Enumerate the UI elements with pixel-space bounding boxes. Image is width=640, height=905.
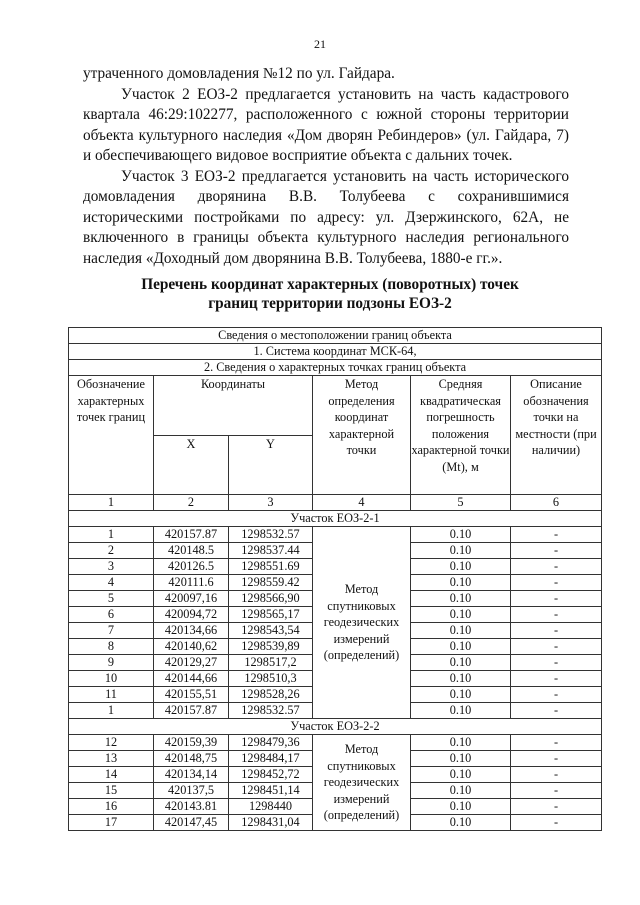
error-value: 0.10 [411,799,511,815]
point-id: 10 [69,671,154,687]
table-row [69,735,602,751]
error-value: 0.10 [411,767,511,783]
description: - [511,655,602,671]
table-caption: 1. Система координат МСК-64, [69,344,602,360]
coord-x: 420094,72 [154,607,229,623]
paragraph: Участок 3 ЕОЗ-2 предлагается установить на часть исторического домовладения дворянина В.В. Толубеева с сохранившимися историческими постройками по адресу: ул. Дзержинского, 62А, не включенного в границы объекта культурного наследия регионального наследия «Доходный дом дворянина В.В. Толубеева, 1880-е гг.». [83,167,569,267]
coord-y: 1298451,14 [229,783,313,799]
description: - [511,623,602,639]
point-id: 9 [69,655,154,671]
description: - [511,543,602,559]
header-y: Y [229,435,313,495]
method-cell: Метод спутниковых геодезических измерений (определений) [313,735,411,831]
method-cell: Метод спутниковых геодезических измерений (определений) [313,527,411,719]
col-number: 3 [229,495,313,511]
coord-y: 1298532.57 [229,703,313,719]
coord-x: 420157.87 [154,527,229,543]
error-value: 0.10 [411,783,511,799]
point-id: 14 [69,767,154,783]
error-value: 0.10 [411,815,511,831]
point-id: 6 [69,607,154,623]
coord-y: 1298566,90 [229,591,313,607]
col-number: 5 [411,495,511,511]
point-id: 7 [69,623,154,639]
coord-x: 420147,45 [154,815,229,831]
coord-y: 1298539,89 [229,639,313,655]
point-id: 4 [69,575,154,591]
header-coords: Координаты [154,376,313,436]
coord-y: 1298510,3 [229,671,313,687]
description: - [511,751,602,767]
paragraph: Участок 2 ЕОЗ-2 предлагается установить на часть кадастрового квартала 46:29:102277, расположенного с южной стороны территории объекта культурного наследия «Дом дворян Ребиндеров» (ул. Гайдара, 7) и обеспечивающего видовое восприятие объекта с дальних точек. [83,85,569,164]
coord-y: 1298565,17 [229,607,313,623]
point-id: 11 [69,687,154,703]
col-number: 6 [511,495,602,511]
coord-x: 420148,75 [154,751,229,767]
point-id: 15 [69,783,154,799]
header-method: Метод определения координат характерной точки [313,376,411,495]
description: - [511,559,602,575]
coord-y: 1298551.69 [229,559,313,575]
point-id: 16 [69,799,154,815]
error-value: 0.10 [411,639,511,655]
point-id: 3 [69,559,154,575]
coord-y: 1298537.44 [229,543,313,559]
coord-x: 420159,39 [154,735,229,751]
coord-x: 420111.6 [154,575,229,591]
coord-x: 420143.81 [154,799,229,815]
coord-x: 420140,62 [154,639,229,655]
title-line: Перечень координат характерных (поворотных) точек [141,276,519,293]
description: - [511,591,602,607]
point-id: 2 [69,543,154,559]
table-row [69,527,602,543]
body-text [83,64,569,269]
paragraph: утраченного домовладения №12 по ул. Гайдара. [83,65,395,82]
coord-x: 420137,5 [154,783,229,799]
error-value: 0.10 [411,527,511,543]
table-caption: Сведения о местоположении границ объекта [69,328,602,344]
coord-x: 420126.5 [154,559,229,575]
coord-x: 420144,66 [154,671,229,687]
description: - [511,703,602,719]
section-header: Участок ЕОЗ-2-1 [69,511,602,527]
description: - [511,767,602,783]
coord-y: 1298484,17 [229,751,313,767]
col-number: 1 [69,495,154,511]
page-number: 21 [314,37,326,51]
error-value: 0.10 [411,703,511,719]
point-id: 1 [69,703,154,719]
description: - [511,799,602,815]
header-designation: Обозначение характерных точек границ [69,376,154,495]
description: - [511,575,602,591]
section-header: Участок ЕОЗ-2-2 [69,719,602,735]
description: - [511,527,602,543]
coord-x: 420129,27 [154,655,229,671]
error-value: 0.10 [411,559,511,575]
coord-x: 420134,14 [154,767,229,783]
point-id: 17 [69,815,154,831]
error-value: 0.10 [411,607,511,623]
header-error: Средняя квадратическая погрешность положения характерной точки (Mt), м [411,376,511,495]
title-line: границ территории подзоны ЕОЗ-2 [208,295,452,312]
error-value: 0.10 [411,687,511,703]
description: - [511,639,602,655]
coord-y: 1298517,2 [229,655,313,671]
coord-y: 1298559.42 [229,575,313,591]
col-number: 4 [313,495,411,511]
coord-y: 1298440 [229,799,313,815]
coord-x: 420155,51 [154,687,229,703]
error-value: 0.10 [411,751,511,767]
point-id: 5 [69,591,154,607]
point-id: 12 [69,735,154,751]
point-id: 13 [69,751,154,767]
coord-y: 1298431,04 [229,815,313,831]
description: - [511,607,602,623]
point-id: 1 [69,527,154,543]
coord-x: 420157.87 [154,703,229,719]
coord-x: 420097,16 [154,591,229,607]
description: - [511,783,602,799]
coord-y: 1298479,36 [229,735,313,751]
error-value: 0.10 [411,655,511,671]
coord-y: 1298528,26 [229,687,313,703]
coord-x: 420148.5 [154,543,229,559]
table-title [0,275,640,313]
col-number: 2 [154,495,229,511]
header-x: X [154,435,229,495]
error-value: 0.10 [411,591,511,607]
coord-x: 420134,66 [154,623,229,639]
error-value: 0.10 [411,735,511,751]
description: - [511,735,602,751]
point-id: 8 [69,639,154,655]
description: - [511,687,602,703]
table-caption: 2. Сведения о характерных точках границ объекта [69,360,602,376]
error-value: 0.10 [411,623,511,639]
description: - [511,815,602,831]
coord-y: 1298543,54 [229,623,313,639]
error-value: 0.10 [411,671,511,687]
description: - [511,671,602,687]
error-value: 0.10 [411,543,511,559]
coord-y: 1298532.57 [229,527,313,543]
header-description: Описание обозначения точки на местности (при наличии) [511,376,602,495]
coordinates-table [68,327,602,831]
coord-y: 1298452,72 [229,767,313,783]
error-value: 0.10 [411,575,511,591]
